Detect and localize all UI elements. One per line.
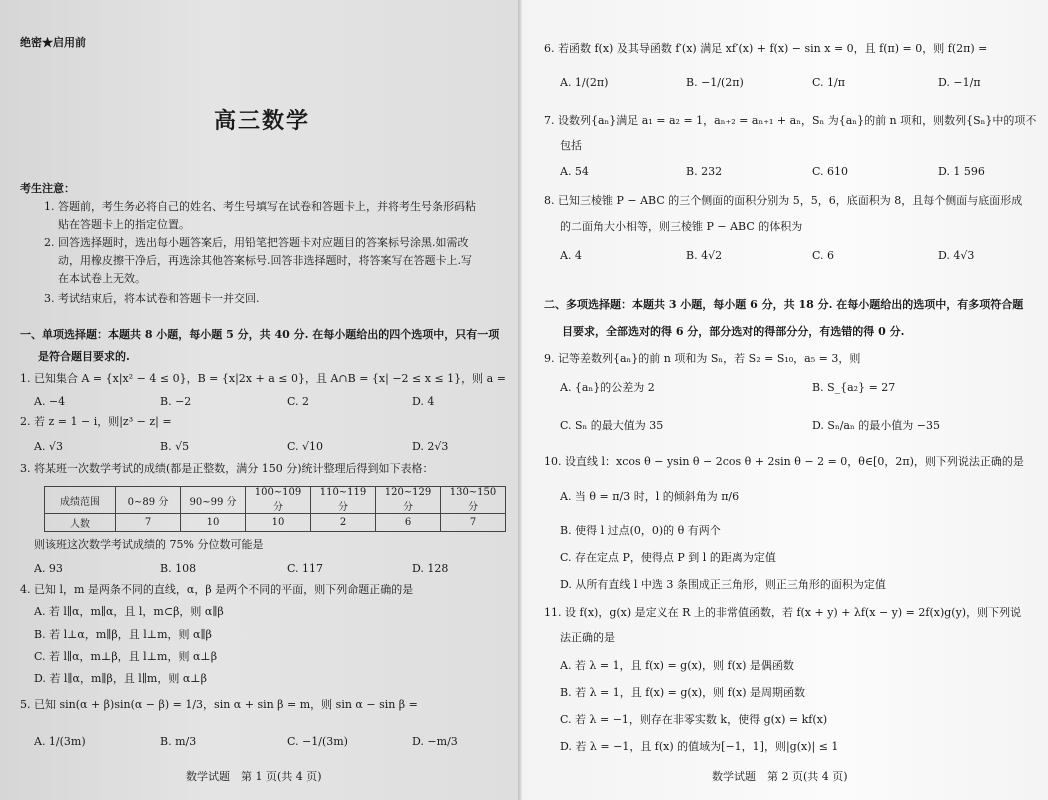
question-5: 5. 已知 sin(α + β)sin(α − β) = 1/3，sin α + sin β = m，则 sin α − sin β = [20,698,418,711]
confidential-mark: 绝密★启用前 [20,36,86,49]
table-cell: 成绩范围 [45,487,116,514]
q6-option-b: B. −1/(2π) [686,76,744,89]
page-footer: 数学试题 第 1 页(共 4 页) [186,770,322,783]
score-table [44,486,506,532]
table-cell: 90~99 分 [181,487,246,514]
table-row [45,487,506,514]
page-footer: 数学试题 第 2 页(共 4 页) [712,770,848,783]
section-2-heading-cont: 目要求，全部选对的得 6 分，部分选对的得部分分，有选错的得 0 分. [562,325,905,338]
table-cell: 10 [181,514,246,532]
notice-title: 考生注意： [20,182,75,195]
q10-option-c: C. 存在定点 P，使得点 P 到 l 的距离为定值 [560,551,776,564]
q6-option-a: A. 1/(2π) [560,76,609,89]
q11-option-a: A. 若 λ = 1，且 f(x) = g(x)，则 f(x) 是偶函数 [560,659,794,672]
section-1-heading-cont: 是符合题目要求的. [38,350,130,363]
q8-option-d: D. 4√3 [938,249,975,262]
notice-line: 在本试卷上无效。 [58,272,146,285]
q9-option-d: D. Sₙ/aₙ 的最小值为 −35 [812,419,940,432]
question-2: 2. 若 z = 1 − i，则|z³ − z| = [20,415,172,428]
question-8-cont: 的二面角大小相等，则三棱锥 P − ABC 的体积为 [560,220,803,233]
q9-option-a: A. {aₙ}的公差为 2 [560,381,655,394]
q2-option-c: C. √10 [287,440,324,453]
q9-option-c: C. Sₙ 的最大值为 35 [560,419,664,432]
page-1 [0,0,522,800]
q1-option-b: B. −2 [160,395,192,408]
q3-option-b: B. 108 [160,562,197,575]
q11-option-b: B. 若 λ = 1，且 f(x) = g(x)，则 f(x) 是周期函数 [560,686,805,699]
question-11-cont: 法正确的是 [560,631,615,644]
q10-option-d: D. 从所有直线 l 中选 3 条围成正三角形，则正三角形的面积为定值 [560,578,886,591]
question-3: 3. 将某班一次数学考试的成绩(都是正整数，满分 150 分)统计整理后得到如下表格： [20,462,434,475]
q10-option-a: A. 当 θ = π/3 时，l 的倾斜角为 π/6 [560,490,740,503]
q3-option-c: C. 117 [287,562,324,575]
q7-option-a: A. 54 [560,165,589,178]
q7-option-b: B. 232 [686,165,723,178]
table-cell: 110~119 分 [311,487,376,514]
question-9: 9. 记等差数列{aₙ}的前 n 项和为 Sₙ，若 S₂ = S₁₀，a₅ = 3，则 [544,352,861,365]
q3-option-d: D. 128 [412,562,449,575]
q2-option-a: A. √3 [34,440,63,453]
q6-option-d: D. −1/π [938,76,981,89]
q4-option-b: B. 若 l⊥α，m∥β，且 l⊥m，则 α∥β [34,628,212,641]
question-10: 10. 设直线 l：xcos θ − ysin θ − 2cos θ + 2sin θ − 2 = 0，θ∈[0，2π)，则下列说法正确的是 [544,455,1024,468]
q3-followup: 则该班这次数学考试成绩的 75% 分位数可能是 [34,538,264,551]
question-11: 11. 设 f(x)，g(x) 是定义在 R 上的非常值函数，若 f(x + y) + λf(x − y) = 2f(x)g(y)，则下列说 [544,606,1022,619]
question-1: 1. 已知集合 A = {x|x² − 4 ≤ 0}，B = {x|2x + a ≤ 0}，且 A∩B = {x| −2 ≤ x ≤ 1}，则 a = [20,372,506,385]
table-cell: 人数 [45,514,116,532]
notice-line: 2. 回答选择题时，选出每小题答案后，用铅笔把答题卡对应题目的答案标号涂黑.如需改 [44,236,469,249]
q5-option-b: B. m/3 [160,735,197,748]
table-cell: 100~109 分 [246,487,311,514]
table-cell: 7 [441,514,506,532]
table-cell: 2 [311,514,376,532]
q7-option-d: D. 1 596 [938,165,985,178]
question-8: 8. 已知三棱锥 P − ABC 的三个侧面的面积分别为 5，5，6，底面积为 8，且每个侧面与底面形成 [544,194,1023,207]
section-1-heading: 一、单项选择题：本题共 8 小题，每小题 5 分，共 40 分. 在每小题给出的四个选项中，只有一项 [20,328,500,341]
table-cell: 7 [116,514,181,532]
q9-option-b: B. S_{a₂} = 27 [812,381,896,394]
question-6: 6. 若函数 f(x) 及其导函数 f′(x) 满足 xf′(x) + f(x) − sin x = 0，且 f(π) = 0，则 f(2π) = [544,42,988,55]
q3-option-a: A. 93 [34,562,63,575]
q5-option-d: D. −m/3 [412,735,458,748]
notice-line: 3. 考试结束后，将本试卷和答题卡一并交回. [44,292,260,305]
q1-option-a: A. −4 [34,395,66,408]
table-row [45,514,506,532]
q1-option-c: C. 2 [287,395,310,408]
table-cell: 10 [246,514,311,532]
q8-option-a: A. 4 [560,249,582,262]
section-2-heading: 二、多项选择题：本题共 3 小题，每小题 6 分，共 18 分. 在每小题给出的选项中，有多项符合题 [544,298,1024,311]
q8-option-c: C. 6 [812,249,835,262]
question-4: 4. 已知 l，m 是两条不同的直线，α，β 是两个不同的平面，则下列命题正确的是 [20,583,414,596]
table-cell: 120~129 分 [376,487,441,514]
exam-title: 高三数学 [214,108,311,134]
q4-option-c: C. 若 l∥α，m⊥β，且 l⊥m，则 α⊥β [34,650,218,663]
table-cell: 0~89 分 [116,487,181,514]
notice-line: 贴在答题卡上的指定位置。 [58,218,190,231]
q6-option-c: C. 1/π [812,76,845,89]
question-7-cont: 包括 [560,139,582,152]
q10-option-b: B. 使得 l 过点(0，0)的 θ 有两个 [560,524,721,537]
notice-line: 1. 答题前，考生务必将自己的姓名、考生号填写在试卷和答题卡上，并将考生号条形码粘 [44,200,476,213]
q5-option-c: C. −1/(3m) [287,735,348,748]
table-cell: 6 [376,514,441,532]
q2-option-b: B. √5 [160,440,190,453]
q4-option-a: A. 若 l∥α，m∥α，且 l，m⊂β，则 α∥β [34,605,224,618]
q11-option-c: C. 若 λ = −1，则存在非零实数 k，使得 g(x) = kf(x) [560,713,828,726]
q8-option-b: B. 4√2 [686,249,723,262]
page-2 [522,0,1048,800]
q7-option-c: C. 610 [812,165,849,178]
notice-line: 动，用橡皮擦干净后，再选涂其他答案标号.回答非选择题时，将答案写在答题卡上.写 [58,254,472,267]
q11-option-d: D. 若 λ = −1，且 f(x) 的值域为[−1，1]，则|g(x)| ≤ 1 [560,740,839,753]
q4-option-d: D. 若 l∥α，m∥β，且 l∥m，则 α⊥β [34,672,207,685]
q1-option-d: D. 4 [412,395,435,408]
question-7: 7. 设数列{aₙ}满足 a₁ = a₂ = 1，aₙ₊₂ = aₙ₊₁ + aₙ，Sₙ 为{aₙ}的前 n 项和，则数列{Sₙ}中的项不 [544,114,1037,127]
table-cell: 130~150 分 [441,487,506,514]
q5-option-a: A. 1/(3m) [34,735,86,748]
q2-option-d: D. 2√3 [412,440,449,453]
